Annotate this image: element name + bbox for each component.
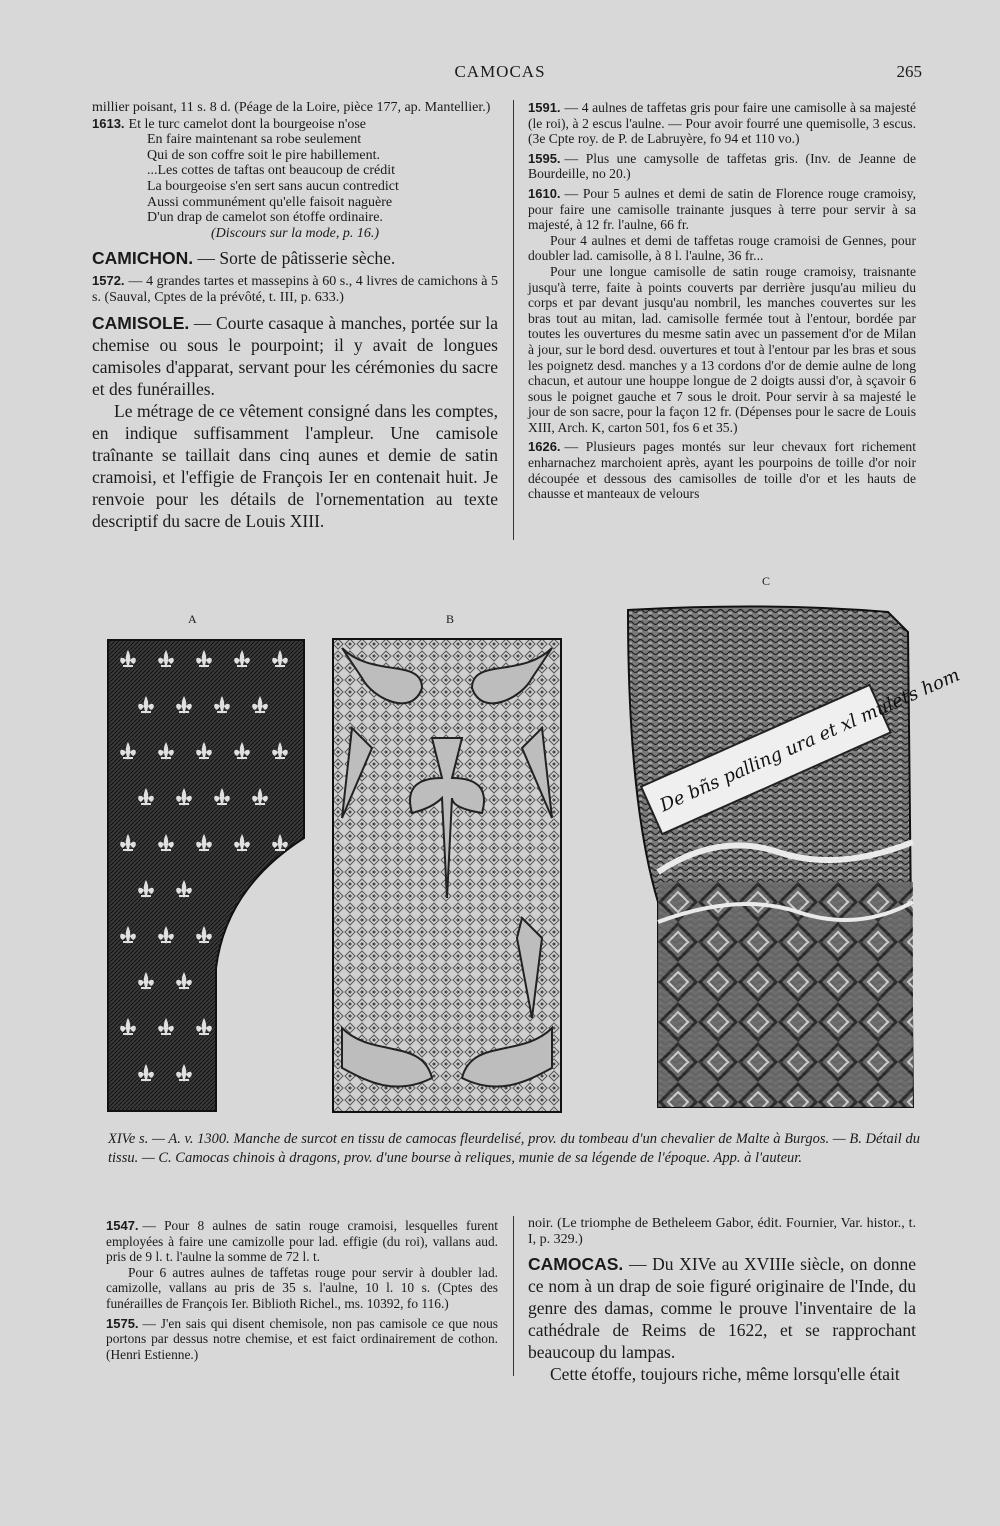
figure-a-fleur-de-lis-sleeve: [106, 638, 306, 1113]
entry-1626: [528, 439, 916, 501]
year-label: 1613.: [92, 115, 125, 131]
entry-1575: [106, 1316, 498, 1363]
entry-1610: [528, 186, 916, 233]
right-column-top: [528, 100, 916, 502]
entry-1572: [92, 273, 498, 305]
figure-b-fabric-detail: [332, 638, 562, 1113]
year-label: 1572.: [92, 273, 125, 289]
figure-caption: XIVe s. — A. v. 1300. Manche de surcot en tissu de camocas fleurdelisé, prov. du tombeau d'un chevalier de Malte à Burgos. — B. Détail du tissu. — C. Camocas chinois à dragons, prov. d'une bourse à reliques, munie de sa légende de l'époque. App. à l'auteur.: [108, 1131, 920, 1166]
column-rule: [513, 100, 514, 540]
year-label: 1547.: [106, 1218, 139, 1233]
left-column-bottom: [106, 1218, 498, 1362]
entry-1613: [92, 116, 498, 133]
entry-text: — Pour 5 aulnes et demi de satin de Florence rouge cramoisy, pour faire une camisolle trainante jusques à terre pour servir à sa majesté, à 12 fr. l'aulne, 66 fr.: [528, 185, 916, 233]
column-rule: [513, 1216, 514, 1376]
verse-line: ...Les cottes de taftas ont beaucoup de crédit: [147, 163, 396, 179]
ribbon-inscription: De bñs palling ura et xl mulets hom: [656, 664, 964, 817]
left-column-top: [92, 100, 498, 532]
figure-label-a: A: [188, 612, 197, 626]
paragraph: Pour 6 autres aulnes de taffetas rouge pour servir à doubler lad. camizolle, vallans au pris de 35 s. l'aulne, 10 l. 10 s. (Cptes des funérailles de François Ier. Biblioth Richel., ms. 10392, fo 116.): [106, 1264, 498, 1311]
source-citation: (Discours sur la mode, p. 16.): [211, 225, 379, 241]
headword: CAMICHON.: [92, 248, 194, 269]
entry-1591: [528, 100, 916, 147]
definition: — Du XIVe au XVIIIe siècle, on donne ce nom à un drap de soie figuré originaire de l'Inde, du genre des damas, comme le prouve l'inventaire de la cathédrale de Reims de 1622, et se rapprochant beaucoup du lampas.: [528, 1254, 916, 1363]
year-label: 1595.: [528, 150, 561, 166]
year-label: 1626.: [528, 439, 561, 455]
running-head: CAMOCAS: [454, 62, 546, 81]
figure-label-c: C: [762, 574, 771, 588]
paragraph: Cette étoffe, toujours riche, même lorsqu'elle était: [550, 1364, 900, 1385]
entry-camisole: [92, 312, 498, 400]
definition: — Sorte de pâtisserie sèche.: [193, 248, 396, 269]
paragraph: Le métrage de ce vêtement consigné dans les comptes, en indique suffisamment l'ampleur. Une camisole traînante se taillait dans cinq aunes et demie de satin cramoisi, et l'effigie de François Ier en contenait huit. Je renvoie pour les détails de l'ornementation au texte descriptif du sacre de Louis XIII.: [92, 400, 498, 531]
verse-line: La bourgeoise s'en sert sans aucun contredict: [147, 178, 399, 194]
verse-line: D'un drap de camelot son étoffe ordinaire.: [147, 210, 383, 226]
text-line: noir. (Le triomphe de Betheleem Gabor, édit. Fournier, Var. histor., t. I, p. 329.): [528, 1216, 916, 1247]
entry-text: — 4 aulnes de taffetas gris pour faire une camisolle à sa majesté (le roi), à 2 escus l'aulne. — Pour avoir fourré une quemisolle, 3 escus. (3e Cpte roy. de P. de Labruyère, fo 94 et 110 vo.): [528, 100, 916, 147]
entry-1547: [106, 1218, 498, 1265]
entry-text: — 4 grandes tartes et massepins à 60 s., 4 livres de camichons à 5 s. (Sauval, Cptes de la prévôté, t. III, p. 633.): [92, 274, 498, 305]
entry-1595: [528, 151, 916, 182]
year-label: 1591.: [528, 100, 561, 115]
figure-c-chinese-camocas: [618, 602, 964, 1112]
right-column-bottom: [528, 1216, 916, 1385]
entry-text: — Plus une camysolle de taffetas gris. (Inv. de Jeanne de Bourdeille, no 20.): [528, 150, 916, 182]
year-label: 1575.: [106, 1315, 139, 1331]
year-label: 1610.: [528, 185, 561, 201]
entry-camocas: [528, 1253, 916, 1363]
text-line: millier poisant, 11 s. 8 d. (Péage de la Loire, pièce 177, ap. Mantellier.): [92, 100, 491, 115]
verse-line: Et le turc camelot dont la bourgeoise n'ose: [128, 116, 367, 132]
paragraph: Pour une longue camisolle de satin rouge cramoisy, traisnante jusqu'à terre, faite à points couverts par derrière jusqu'au milieu du corps et par devant jusqu'au nombril, les manches couvertes sur les bras tout au mitan, lad. camisolle fermée tout à l'entour, bordée par toutes les ouvertures du mesme satin avec un passement d'or de Milan à jour, sur le bord desd. ouvertures et tout à l'entour par les bras et sous les poignetz desd. manches y a 13 cordons d'or de demie aulne de long chacun, et autour une houppe longue de 2 doigts aussi d'or, à sçavoir 6 sous le poignet gauche et 7 sous le droit. Pour servir à sa majesté le jour de son sacre, pour la façon 12 fr. (Dépenses pour le sacre de Louis XIII, Arch. K, carton 501, fos 6 et 35.): [528, 263, 916, 435]
figure-label-b: B: [446, 612, 455, 626]
verse-line: En faire maintenant sa robe seulement: [147, 132, 362, 148]
verse-line: Qui de son coffre soit le pire habillement.: [147, 147, 381, 163]
verse-line: Aussi communément qu'elle faisoit naguère: [147, 194, 393, 210]
entry-text: — Plusieurs pages montés sur leur chevaux fort richement enharnachez marchoient après, ayant les pourpoins de toille d'or noir découpée et dessous des camisolles de toille d'or et les hauts de chausse et manteaux de velours: [528, 439, 916, 502]
headword: CAMOCAS.: [528, 1254, 624, 1275]
headword: CAMISOLE.: [92, 312, 190, 333]
entry-camichon: [92, 247, 498, 269]
definition: — Courte casaque à manches, portée sur la chemise ou sous le pourpoint; il y avait de longues camisoles d'apparat, servant pour les cérémonies du sacre et des funérailles.: [92, 312, 498, 399]
page-number: 265: [896, 62, 922, 81]
entry-text: — J'en sais qui disent chemisole, non pas camisole ce que nous portons par dessus notre chemise, et est faict ordinairement de cothon. (Henri Estienne.): [106, 1315, 498, 1362]
paragraph: Pour 4 aulnes et demi de taffetas rouge cramoisi de Gennes, pour doubler lad. camisolle, à 8 l. l'aulne, 36 fr...: [528, 232, 916, 264]
entry-text: — Pour 8 aulnes de satin rouge cramoisi, lesquelles furent employées à faire une camizolle pour lad. effigie (du roi), vallans aud. pris de 9 l. t. l'aulne la somme de 72 l. t.: [106, 1218, 498, 1265]
